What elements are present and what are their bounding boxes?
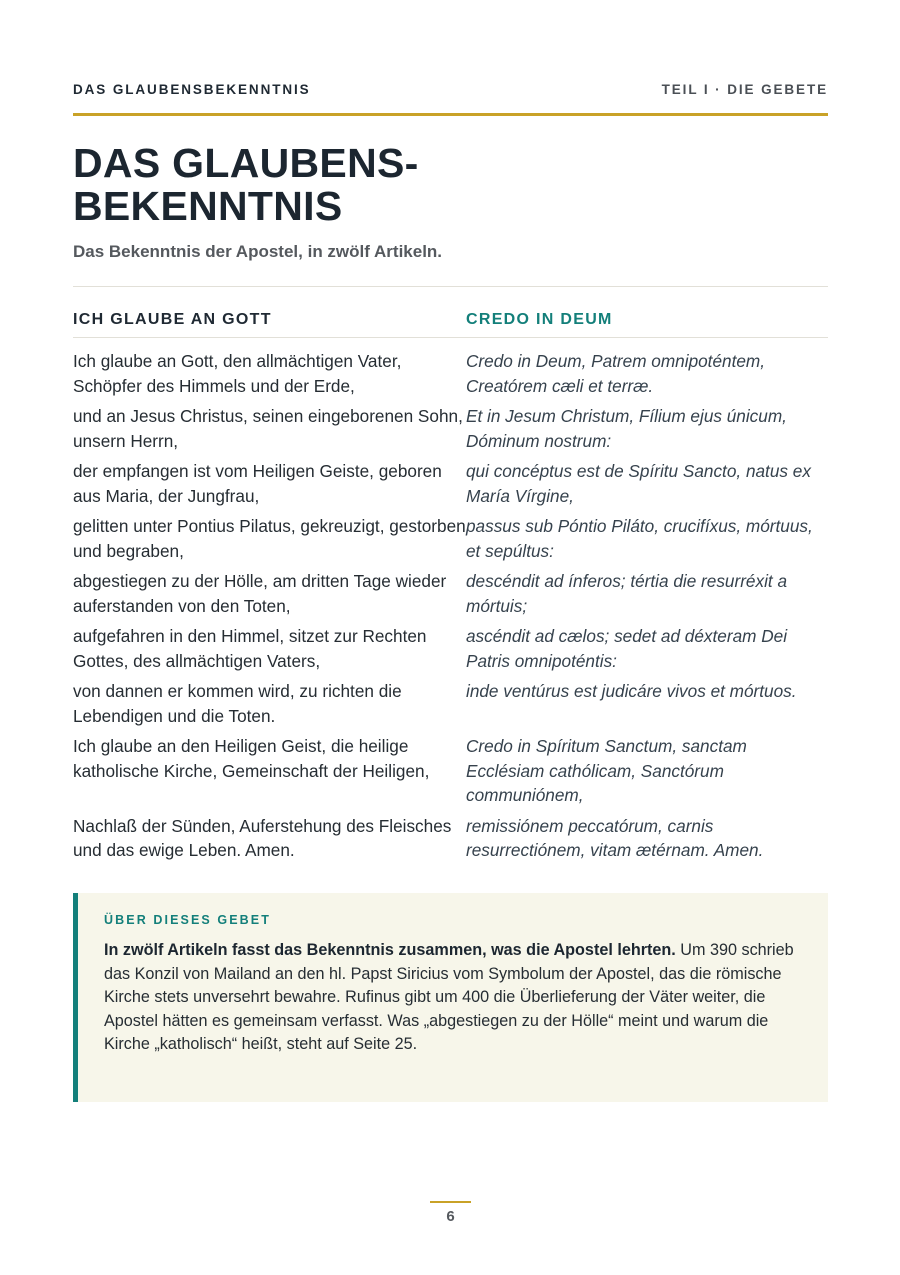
german-text: gelitten unter Pontius Pilatus, gekreuzigt, gestorben und begraben, [73, 516, 466, 561]
latin-text: qui concéptus est de Spíritu Sancto, natus ex María Vírgine, [466, 461, 811, 506]
latin-text: inde ventúrus est judicáre vivos et mórtuos. [466, 681, 797, 701]
german-text: von dannen er kommen wird, zu richten die Lebendigen und die Toten. [73, 681, 402, 726]
subtitle-rule [73, 286, 828, 287]
german-text: und an Jesus Christus, seinen eingeborenen Sohn, unsern Herrn, [73, 406, 463, 451]
creed-article [73, 679, 828, 728]
german-text: abgestiegen zu der Hölle, am dritten Tage wieder auferstanden von den Toten, [73, 571, 447, 616]
creed-article [73, 569, 828, 618]
creed-article [73, 349, 828, 398]
creed-article [73, 404, 828, 453]
creed-article [73, 734, 828, 808]
german-text: Ich glaube an Gott, den allmächtigen Vater, Schöpfer des Himmels und der Erde, [73, 351, 402, 396]
page-subtitle: Das Bekenntnis der Apostel, in zwölf Artikeln. [73, 242, 443, 261]
header-rule [73, 113, 828, 116]
note-label: ÜBER DIESES GEBET [104, 913, 271, 927]
german-column-heading: ICH GLAUBE AN GOTT [73, 311, 272, 328]
note-lead: In zwölf Artikeln fasst das Bekenntnis zusammen, was die Apostel lehrten. [104, 941, 676, 959]
page-title-line-2: BEKENNTNIS [73, 183, 343, 229]
german-text: Nachlaß der Sünden, Auferstehung des Fleisches und das ewige Leben. Amen. [73, 815, 452, 860]
page-title [73, 142, 828, 228]
creed-article [73, 814, 828, 863]
running-header-title: DAS GLAUBENSBEKENNTNIS [73, 81, 311, 97]
page-number-rule [430, 1201, 471, 1203]
latin-column-heading: CREDO IN DEUM [466, 311, 613, 328]
german-text: aufgefahren in den Himmel, sitzet zur Rechten Gottes, des allmächtigen Vaters, [73, 626, 427, 671]
latin-text: Credo in Spíritum Sanctum, sanctam Ecclésiam cathólicam, Sanctórum communiónem, [466, 736, 747, 805]
german-text: Ich glaube an den Heiligen Geist, die heilige katholische Kirche, Gemeinschaft der Heiligen, [73, 736, 430, 781]
creed-article [73, 624, 828, 673]
creed-article [73, 514, 828, 563]
creed-article [73, 459, 828, 508]
german-text: der empfangen ist vom Heiligen Geiste, geboren aus Maria, der Jungfrau, [73, 461, 442, 506]
latin-text: descéndit ad ínferos; tértia die resurréxit a mórtuis; [466, 571, 787, 616]
latin-text: ascéndit ad cælos; sedet ad déxteram Dei Patris omnipoténtis: [466, 626, 788, 671]
running-header [73, 79, 828, 99]
page-number: 6 [446, 1208, 455, 1225]
note-text: Um 390 schrieb das Konzil von Mailand an den hl. Papst Siricius vom Symbolum der Apostel, das die römische Kirche stets unversehrt bewahre. Rufinus gibt um 400 die Überlieferung der Väter weiter, die Apostel hätten es gemeinsam verfasst. Was „abgestiegen zu der Hölle“ meint und warum die Kirche „katholisch“ heißt, steht auf Seite 25. [104, 941, 794, 1054]
running-header-section: TEIL I · DIE GEBETE [661, 81, 828, 97]
latin-text: Credo in Deum, Patrem omnipoténtem, Creatórem cæli et terræ. [466, 351, 766, 396]
note-body [104, 939, 804, 1057]
latin-text: remissiónem peccatórum, carnis resurrectiónem, vitam ætérnam. Amen. [466, 815, 764, 860]
creed-articles [73, 349, 828, 869]
page-title-line-1: DAS GLAUBENS- [73, 140, 419, 186]
latin-text: Et in Jesum Christum, Fílium ejus únicum, Dóminum nostrum: [466, 406, 787, 451]
about-prayer-note [73, 893, 828, 1102]
latin-text: passus sub Póntio Piláto, crucifíxus, mórtuus, et sepúltus: [466, 516, 813, 561]
column-heading-rule [73, 337, 828, 338]
